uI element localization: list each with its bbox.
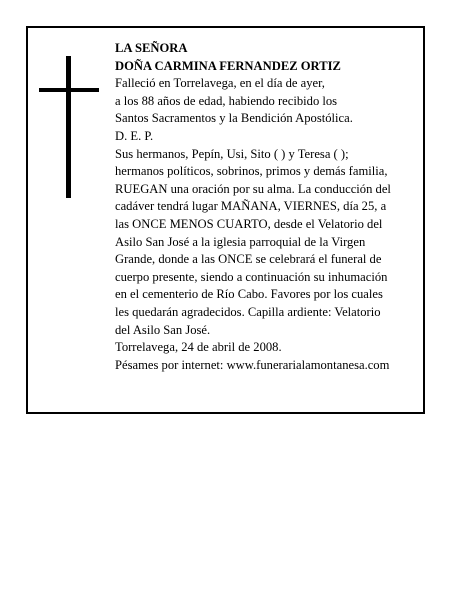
body-line: D. E. P.: [115, 128, 154, 143]
body-line: las ONCE MENOS CUARTO, desde el Velatorio del: [115, 216, 383, 231]
cross-horizontal-bar: [39, 88, 99, 92]
body-line: a los 88 años de edad, habiendo recibido los: [115, 93, 338, 108]
body-line: Santos Sacramentos y la Bendición Apostólica.: [115, 111, 353, 126]
body-line: les quedarán agradecidos. Capilla ardiente: Velatorio: [115, 304, 381, 319]
body-line: Grande, donde a las ONCE se celebrará el funeral de: [115, 252, 382, 267]
notice-text: [115, 40, 421, 374]
date-line: Torrelavega, 24 de abril de 2008.: [115, 340, 282, 355]
body-line: en el cementerio de Río Cabo. Favores por los cuales: [115, 287, 383, 302]
body-line: Asilo San José a la iglesia parroquial de la Virgen: [115, 234, 366, 249]
heading-line: LA SEÑORA: [115, 41, 188, 55]
body-line: RUEGAN una oración por su alma. La conducción del: [115, 181, 391, 196]
body-line: cuerpo presente, siendo a continuación su inhumación: [115, 269, 388, 284]
condolences-line: Pésames por internet: www.funerarialamontanesa.com: [115, 357, 390, 372]
body-line: cadáver tendrá lugar MAÑANA, VIERNES, día 25, a: [115, 199, 387, 214]
cross-vertical-bar: [66, 56, 71, 198]
body-line: Falleció en Torrelavega, en el día de ayer,: [115, 76, 325, 91]
body-line: del Asilo San José.: [115, 322, 211, 337]
deceased-name: DOÑA CARMINA FERNANDEZ ORTIZ: [115, 58, 341, 73]
body-line: Sus hermanos, Pepín, Usi, Sito ( ) y Teresa ( );: [115, 146, 349, 161]
body-line: hermanos políticos, sobrinos, primos y demás familia,: [115, 164, 388, 179]
obituary-notice: [26, 26, 425, 414]
